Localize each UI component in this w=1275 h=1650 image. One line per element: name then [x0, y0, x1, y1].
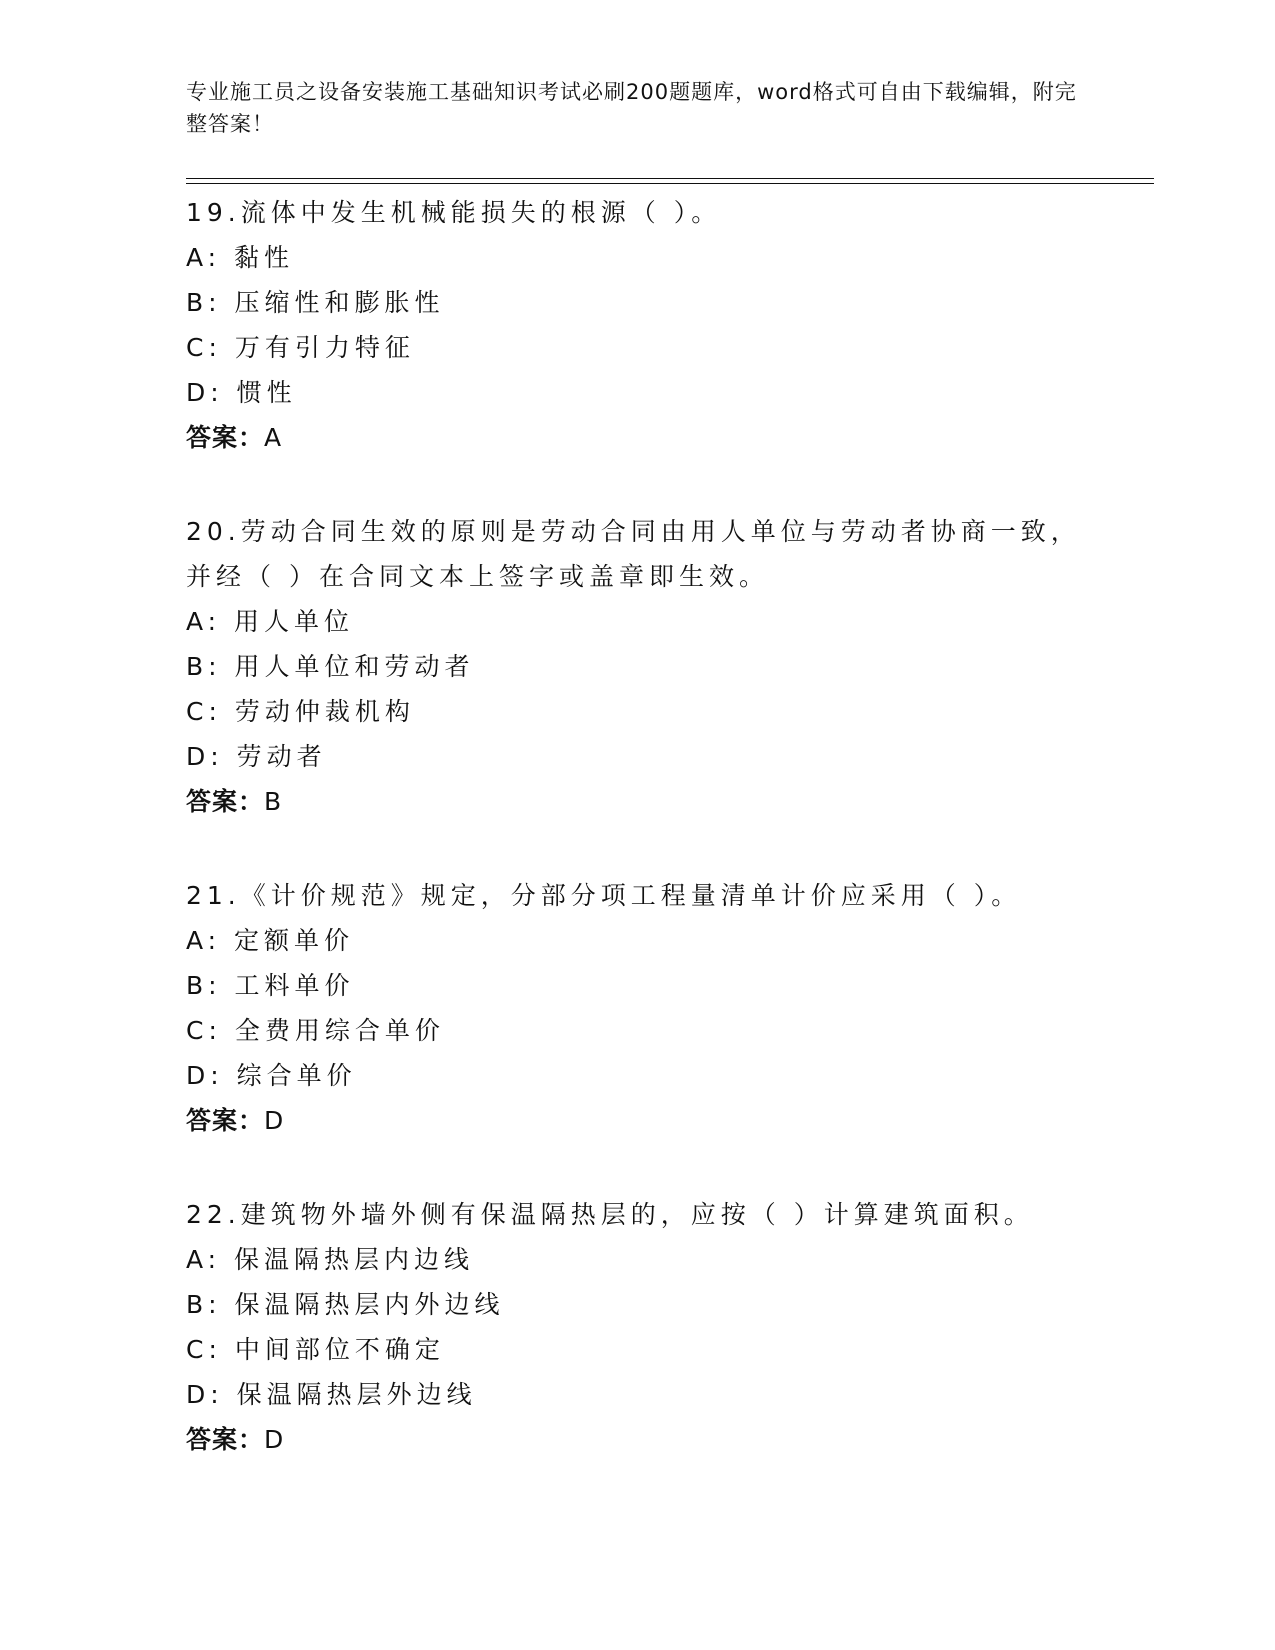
option-b: B: 压缩性和膨胀性	[186, 288, 445, 317]
option-b: B: 工料单价	[186, 971, 355, 1000]
answer-value: A	[264, 423, 283, 452]
question-stem: 19.流体中发生机械能损失的根源（ ）。	[186, 198, 722, 227]
option-d: D: 惯性	[186, 378, 297, 407]
question-block	[186, 190, 1086, 460]
document-header: 专业施工员之设备安装施工基础知识考试必刷200题题库，word格式可自由下载编辑，附完整答案！	[186, 80, 1077, 136]
answer-value: D	[264, 1425, 285, 1454]
answer-label: 答案：	[186, 1425, 265, 1454]
answer-line	[186, 1417, 1086, 1462]
answer-label: 答案：	[186, 1106, 265, 1135]
question-stem: 20.劳动合同生效的原则是劳动合同由用人单位与劳动者协商一致，并经（ ）在合同文本上签字或盖章即生效。	[186, 517, 1081, 591]
answer-value: B	[264, 787, 283, 816]
question-block	[186, 873, 1086, 1143]
option-a: A: 保温隔热层内边线	[186, 1245, 475, 1274]
answer-label: 答案：	[186, 787, 265, 816]
answer-label: 答案：	[186, 423, 265, 452]
option-d: D: 综合单价	[186, 1061, 357, 1090]
question-block	[186, 509, 1086, 824]
answer-line	[186, 779, 1086, 824]
option-c: C: 万有引力特征	[186, 333, 415, 362]
answer-value: D	[264, 1106, 285, 1135]
option-d: D: 保温隔热层外边线	[186, 1380, 477, 1409]
header-divider-bottom	[186, 183, 1154, 184]
question-block	[186, 1192, 1086, 1462]
option-b: B: 保温隔热层内外边线	[186, 1290, 505, 1319]
option-b: B: 用人单位和劳动者	[186, 652, 475, 681]
option-a: A: 定额单价	[186, 926, 355, 955]
option-c: C: 中间部位不确定	[186, 1335, 445, 1364]
option-a: A: 黏性	[186, 243, 295, 272]
option-c: C: 全费用综合单价	[186, 1016, 445, 1045]
answer-line	[186, 415, 1086, 460]
option-d: D: 劳动者	[186, 742, 327, 771]
question-stem: 22.建筑物外墙外侧有保温隔热层的，应按（ ）计算建筑面积。	[186, 1200, 1034, 1229]
header-divider-top	[186, 178, 1154, 179]
option-a: A: 用人单位	[186, 607, 355, 636]
option-c: C: 劳动仲裁机构	[186, 697, 415, 726]
question-stem: 21.《计价规范》规定，分部分项工程量清单计价应采用（ ）。	[186, 881, 1022, 910]
answer-line	[186, 1098, 1086, 1143]
